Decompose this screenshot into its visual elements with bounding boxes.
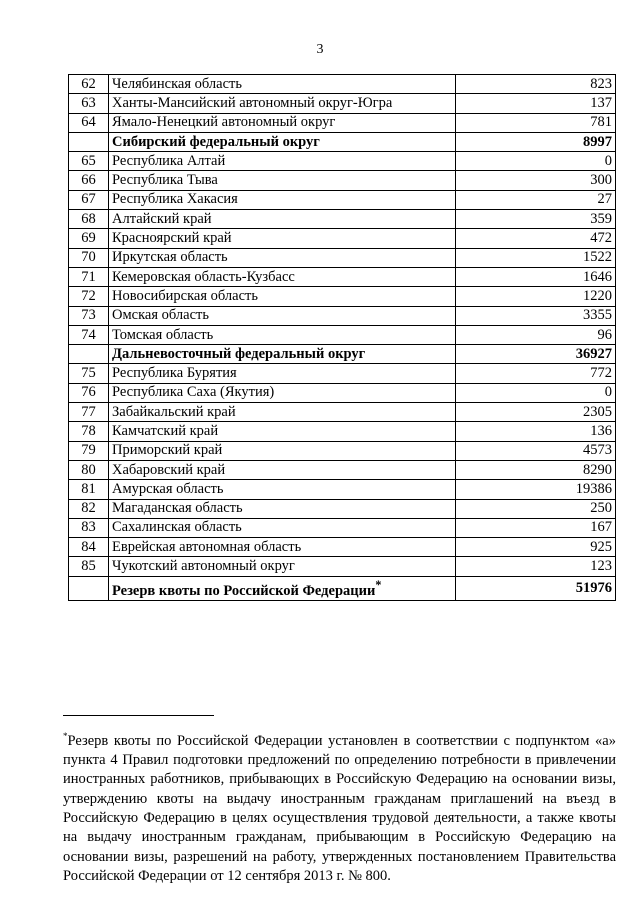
row-name: Челябинская область (109, 75, 456, 94)
row-value: 472 (456, 229, 616, 248)
row-name: Республика Тыва (109, 171, 456, 190)
row-value: 19386 (456, 480, 616, 499)
region-row (69, 403, 616, 422)
region-row (69, 325, 616, 344)
row-name: Дальневосточный федеральный округ (109, 345, 456, 364)
row-name: Ямало-Ненецкий автономный округ (109, 113, 456, 132)
row-number: 68 (69, 210, 109, 229)
row-value: 1646 (456, 267, 616, 286)
region-row (69, 306, 616, 325)
row-value: 0 (456, 152, 616, 171)
region-row (69, 287, 616, 306)
row-name: Кемеровская область-Кузбасс (109, 267, 456, 286)
row-name: Томская область (109, 325, 456, 344)
row-number: 83 (69, 518, 109, 537)
region-row (69, 190, 616, 209)
row-number: 65 (69, 152, 109, 171)
row-number: 82 (69, 499, 109, 518)
row-number: 78 (69, 422, 109, 441)
row-number: 77 (69, 403, 109, 422)
row-value: 925 (456, 538, 616, 557)
row-name: Магаданская область (109, 499, 456, 518)
footnote-divider (63, 715, 214, 716)
row-value: 36927 (456, 345, 616, 364)
row-value: 772 (456, 364, 616, 383)
row-value: 300 (456, 171, 616, 190)
row-name: Омская область (109, 306, 456, 325)
region-row (69, 364, 616, 383)
region-row (69, 460, 616, 479)
row-name: Красноярский край (109, 229, 456, 248)
region-row (69, 383, 616, 402)
row-value: 823 (456, 75, 616, 94)
row-number: 66 (69, 171, 109, 190)
row-number: 75 (69, 364, 109, 383)
region-row (69, 441, 616, 460)
row-number: 76 (69, 383, 109, 402)
row-value: 96 (456, 325, 616, 344)
reserve-row (69, 576, 616, 600)
row-name: Сахалинская область (109, 518, 456, 537)
row-value: 137 (456, 94, 616, 113)
region-row (69, 267, 616, 286)
row-number: 72 (69, 287, 109, 306)
footnote-marker: * (63, 731, 68, 741)
reserve-name: Резерв квоты по Российской Федерации (112, 582, 376, 599)
row-number: 74 (69, 325, 109, 344)
row-value: 8290 (456, 460, 616, 479)
row-value: 2305 (456, 403, 616, 422)
row-number: 64 (69, 113, 109, 132)
region-row (69, 480, 616, 499)
row-number: 84 (69, 538, 109, 557)
reserve-name-cell (109, 576, 456, 600)
district-total-row (69, 132, 616, 151)
row-name: Камчатский край (109, 422, 456, 441)
row-value: 123 (456, 557, 616, 576)
row-name: Чукотский автономный округ (109, 557, 456, 576)
reserve-marker: * (375, 577, 382, 592)
region-row (69, 113, 616, 132)
region-row (69, 152, 616, 171)
row-number: 79 (69, 441, 109, 460)
region-row (69, 171, 616, 190)
row-name: Ханты-Мансийский автономный округ-Югра (109, 94, 456, 113)
row-value: 1220 (456, 287, 616, 306)
footnote (63, 727, 616, 886)
row-number: 71 (69, 267, 109, 286)
row-value: 27 (456, 190, 616, 209)
region-row (69, 75, 616, 94)
reserve-value: 51976 (456, 576, 616, 600)
row-number: 63 (69, 94, 109, 113)
row-value: 167 (456, 518, 616, 537)
row-name: Сибирский федеральный округ (109, 132, 456, 151)
region-row (69, 518, 616, 537)
row-number (69, 132, 109, 151)
region-row (69, 422, 616, 441)
reserve-num-cell (69, 576, 109, 600)
row-number: 62 (69, 75, 109, 94)
row-value: 359 (456, 210, 616, 229)
row-value: 781 (456, 113, 616, 132)
row-number: 70 (69, 248, 109, 267)
row-name: Еврейская автономная область (109, 538, 456, 557)
row-name: Алтайский край (109, 210, 456, 229)
region-row (69, 94, 616, 113)
row-value: 4573 (456, 441, 616, 460)
row-name: Амурская область (109, 480, 456, 499)
row-name: Республика Бурятия (109, 364, 456, 383)
row-value: 136 (456, 422, 616, 441)
row-value: 250 (456, 499, 616, 518)
row-number (69, 345, 109, 364)
row-value: 0 (456, 383, 616, 402)
row-name: Республика Алтай (109, 152, 456, 171)
row-name: Приморский край (109, 441, 456, 460)
row-number: 80 (69, 460, 109, 479)
region-row (69, 538, 616, 557)
row-name: Новосибирская область (109, 287, 456, 306)
row-name: Хабаровский край (109, 460, 456, 479)
district-total-row (69, 345, 616, 364)
region-row (69, 557, 616, 576)
row-value: 3355 (456, 306, 616, 325)
row-number: 73 (69, 306, 109, 325)
row-name: Республика Саха (Якутия) (109, 383, 456, 402)
row-value: 8997 (456, 132, 616, 151)
row-value: 1522 (456, 248, 616, 267)
footnote-text: Резерв квоты по Российской Федерации установлен в соответствии с подпунктом «а» пункта 4 Правил подготовки предложений по определению потребности в привлечении иностранных работников, прибывающих в Российскую Федерацию на основании визы, утверждению квоты на выдачу иностранным гражданам приглашений на въезд в Российскую Федерацию в целях осуществления трудовой деятельности, а также квоты на выдачу иностранным гражданам, прибывающим в Российскую Федерацию на основании визы, разрешений на работу, утвержденных постановлением Правительства Российской Федерации от 12 сентября 2013 г. № 800. (63, 732, 616, 884)
row-number: 85 (69, 557, 109, 576)
region-row (69, 229, 616, 248)
region-row (69, 248, 616, 267)
row-number: 67 (69, 190, 109, 209)
row-number: 81 (69, 480, 109, 499)
quota-table (68, 74, 616, 601)
row-name: Иркутская область (109, 248, 456, 267)
region-row (69, 499, 616, 518)
quota-table-body (69, 75, 616, 577)
page-number: 3 (316, 42, 324, 57)
row-name: Забайкальский край (109, 403, 456, 422)
row-name: Республика Хакасия (109, 190, 456, 209)
region-row (69, 210, 616, 229)
row-number: 69 (69, 229, 109, 248)
